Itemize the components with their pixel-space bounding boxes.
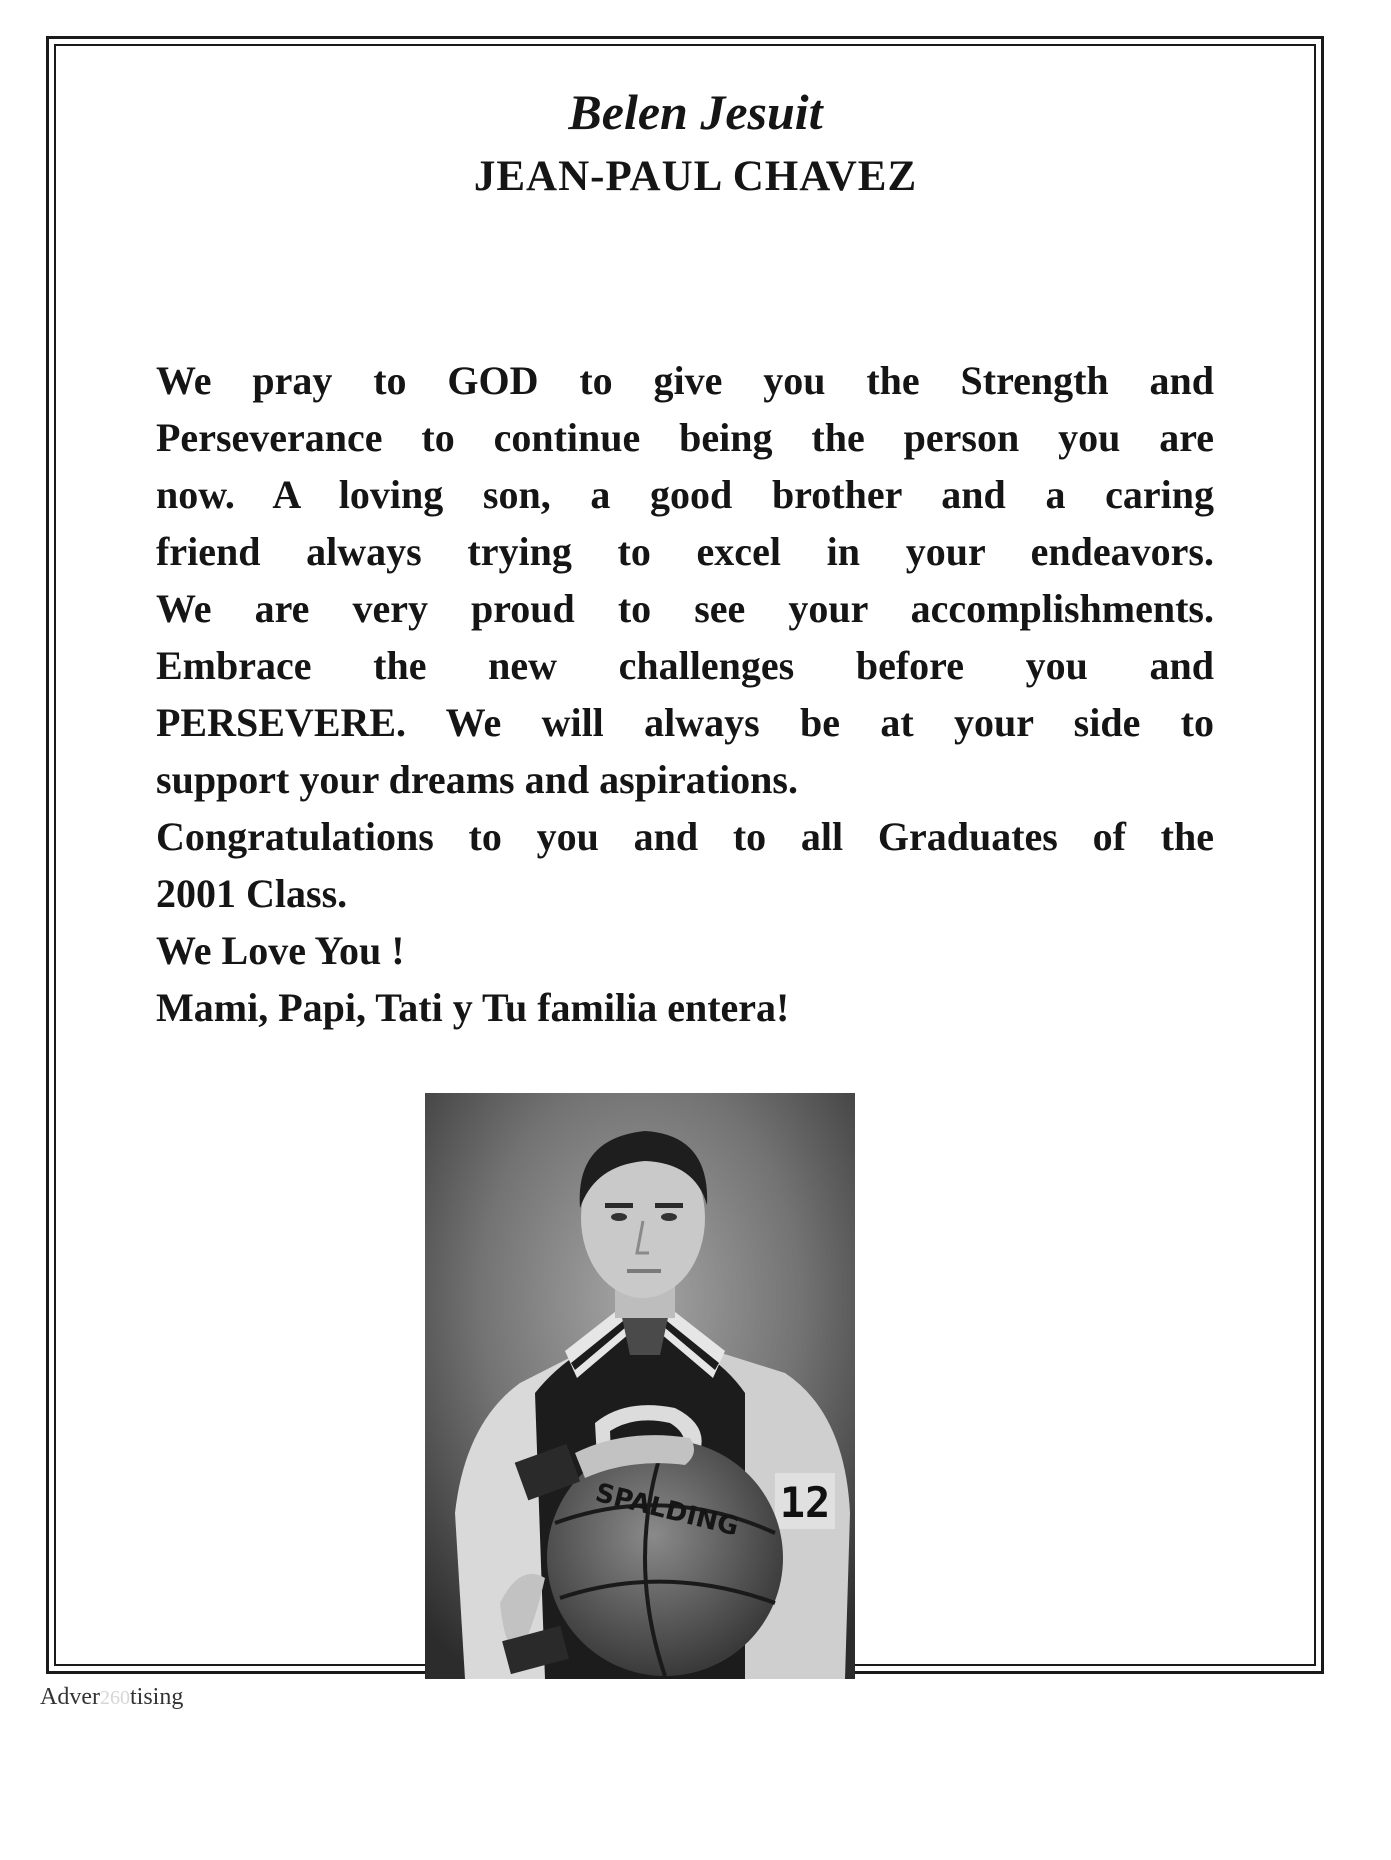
page-number: 260 <box>99 1687 130 1709</box>
dedication-message <box>156 352 1214 1036</box>
message-line: We pray to GOD to give you the Strength and <box>156 358 1214 403</box>
message-line: support your dreams and aspirations. <box>156 757 798 802</box>
student-name: JEAN-PAUL CHAVEZ <box>473 153 918 200</box>
message-line: Embrace the new challenges before you and <box>156 643 1214 688</box>
student-photo <box>425 1093 855 1679</box>
message-line: Mami, Papi, Tati y Tu familia entera! <box>156 985 790 1030</box>
message-line: We are very proud to see your accomplishments. <box>156 586 1214 631</box>
ball-brand: SPALDING <box>592 1477 742 1543</box>
footer-suffix: tising <box>129 1684 184 1710</box>
message-line: 2001 Class. <box>156 871 348 916</box>
message-line: Perseverance to continue being the person you are <box>156 415 1214 460</box>
jacket-number: 12 <box>779 1478 831 1527</box>
footer-prefix: Adver <box>40 1684 100 1710</box>
message-line: friend always trying to excel in your endeavors. <box>156 529 1214 574</box>
message-line: We Love You ! <box>156 928 405 973</box>
page-footer <box>40 1682 183 1713</box>
student-portrait-illustration <box>425 1093 855 1679</box>
message-line: now. A loving son, a good brother and a caring <box>156 472 1214 517</box>
message-line: PERSEVERE. We will always be at your side to <box>156 700 1214 745</box>
message-line: Congratulations to you and to all Graduates of the <box>156 814 1214 859</box>
school-name: Belen Jesuit <box>568 84 823 140</box>
